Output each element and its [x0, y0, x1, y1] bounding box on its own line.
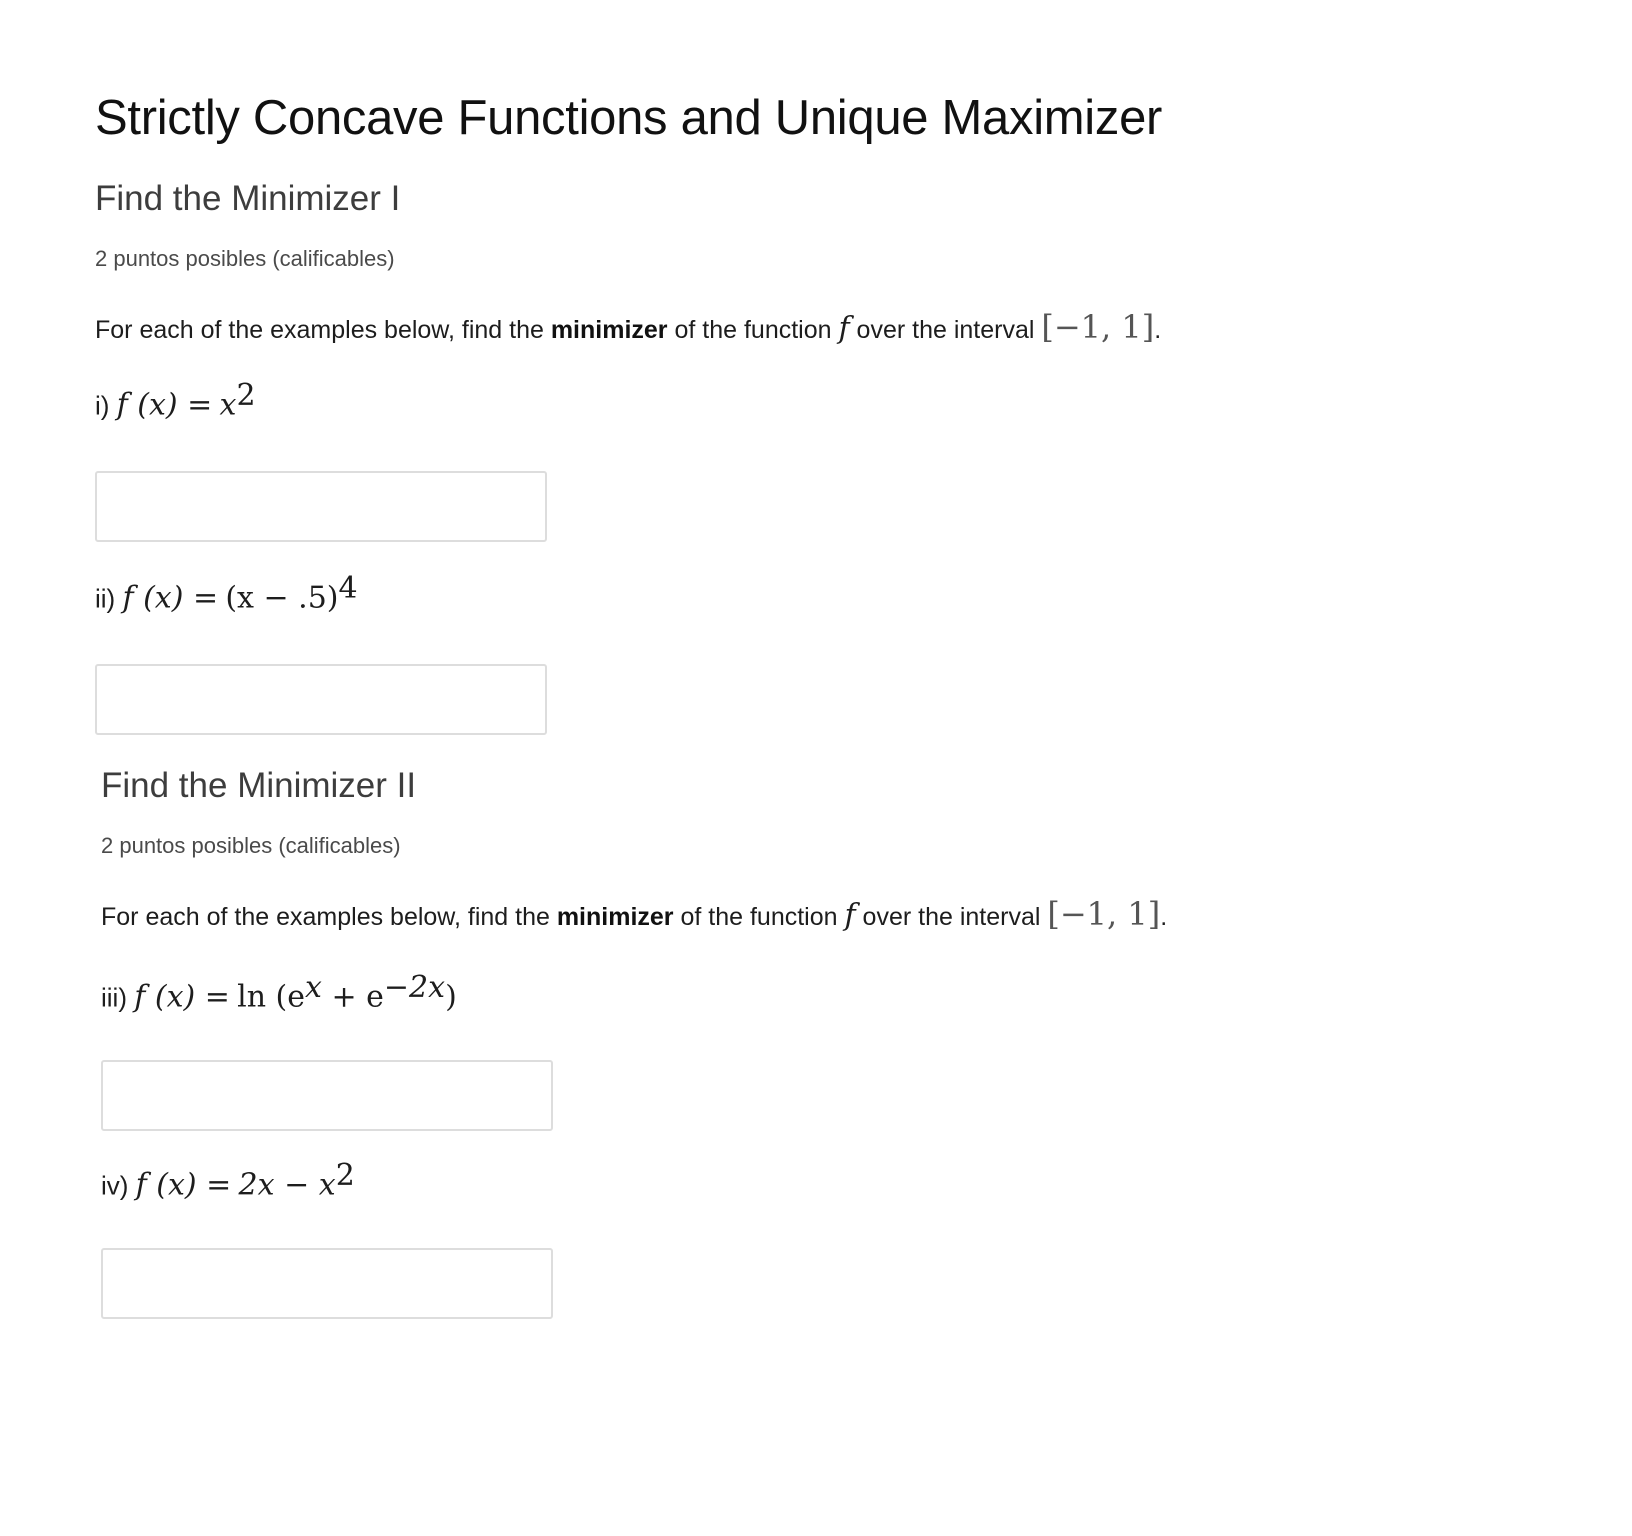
equation-exponent: x: [305, 970, 322, 1005]
equation-rhs: (x − .5): [225, 580, 339, 616]
prompt-bold-term: minimizer: [556, 903, 674, 931]
equation-lhs: f (x) =: [135, 1167, 232, 1203]
problem-prompt: [101, 895, 1167, 933]
equation-rhs: ln (e: [237, 979, 306, 1015]
prompt-text: .: [1154, 316, 1162, 344]
interval: [−1, 1]: [1047, 895, 1161, 933]
function-symbol: f: [844, 898, 856, 933]
part-i-label: [95, 378, 256, 423]
points-possible: 2 puntos posibles (calificables): [101, 833, 401, 858]
equation-rhs: x: [219, 387, 237, 423]
prompt-text: over the interval: [849, 316, 1042, 344]
problem-heading: Find the Minimizer II: [101, 766, 417, 805]
equation-lhs: f (x) =: [122, 580, 219, 616]
prompt-text: of the function: [667, 316, 839, 344]
part-ii-label: [95, 571, 358, 616]
equation-rhs: + e: [321, 979, 384, 1015]
equation-rhs: ): [445, 979, 457, 1015]
equation-exponent: 2: [236, 378, 256, 413]
function-symbol: f: [838, 311, 850, 346]
prompt-text: of the function: [673, 903, 845, 931]
answer-input-iii[interactable]: [101, 1060, 553, 1131]
part-number: iv): [101, 1170, 129, 1201]
prompt-text: over the interval: [855, 903, 1048, 931]
points-possible: 2 puntos posibles (calificables): [95, 246, 395, 271]
equation-lhs: f (x) =: [116, 387, 213, 423]
prompt-text: For each of the examples below, find the: [95, 316, 551, 344]
part-iii-label: [101, 970, 457, 1015]
answer-input-i[interactable]: [95, 471, 547, 542]
equation-exponent: 2: [335, 1158, 355, 1193]
part-number: iii): [101, 982, 127, 1013]
page-title: Strictly Concave Functions and Unique Maximizer: [95, 91, 1163, 145]
answer-input-iv[interactable]: [101, 1248, 553, 1319]
answer-input-ii[interactable]: [95, 664, 547, 735]
problem-find-minimizer-2: [101, 765, 1521, 1203]
prompt-text: For each of the examples below, find the: [101, 903, 557, 931]
problem-heading: Find the Minimizer I: [95, 179, 401, 218]
equation-exponent: 4: [338, 571, 358, 606]
prompt-text: .: [1160, 903, 1168, 931]
problem-find-minimizer-1: [95, 178, 1515, 616]
part-iv-label: [101, 1158, 355, 1203]
part-number: i): [95, 390, 110, 421]
prompt-bold-term: minimizer: [550, 316, 668, 344]
problem-prompt: [95, 308, 1161, 346]
interval: [−1, 1]: [1041, 308, 1155, 346]
equation-exponent: −2x: [383, 970, 446, 1005]
equation-lhs: f (x) =: [134, 979, 230, 1015]
equation-rhs: 2x − x: [238, 1167, 336, 1203]
part-number: ii): [95, 583, 116, 614]
